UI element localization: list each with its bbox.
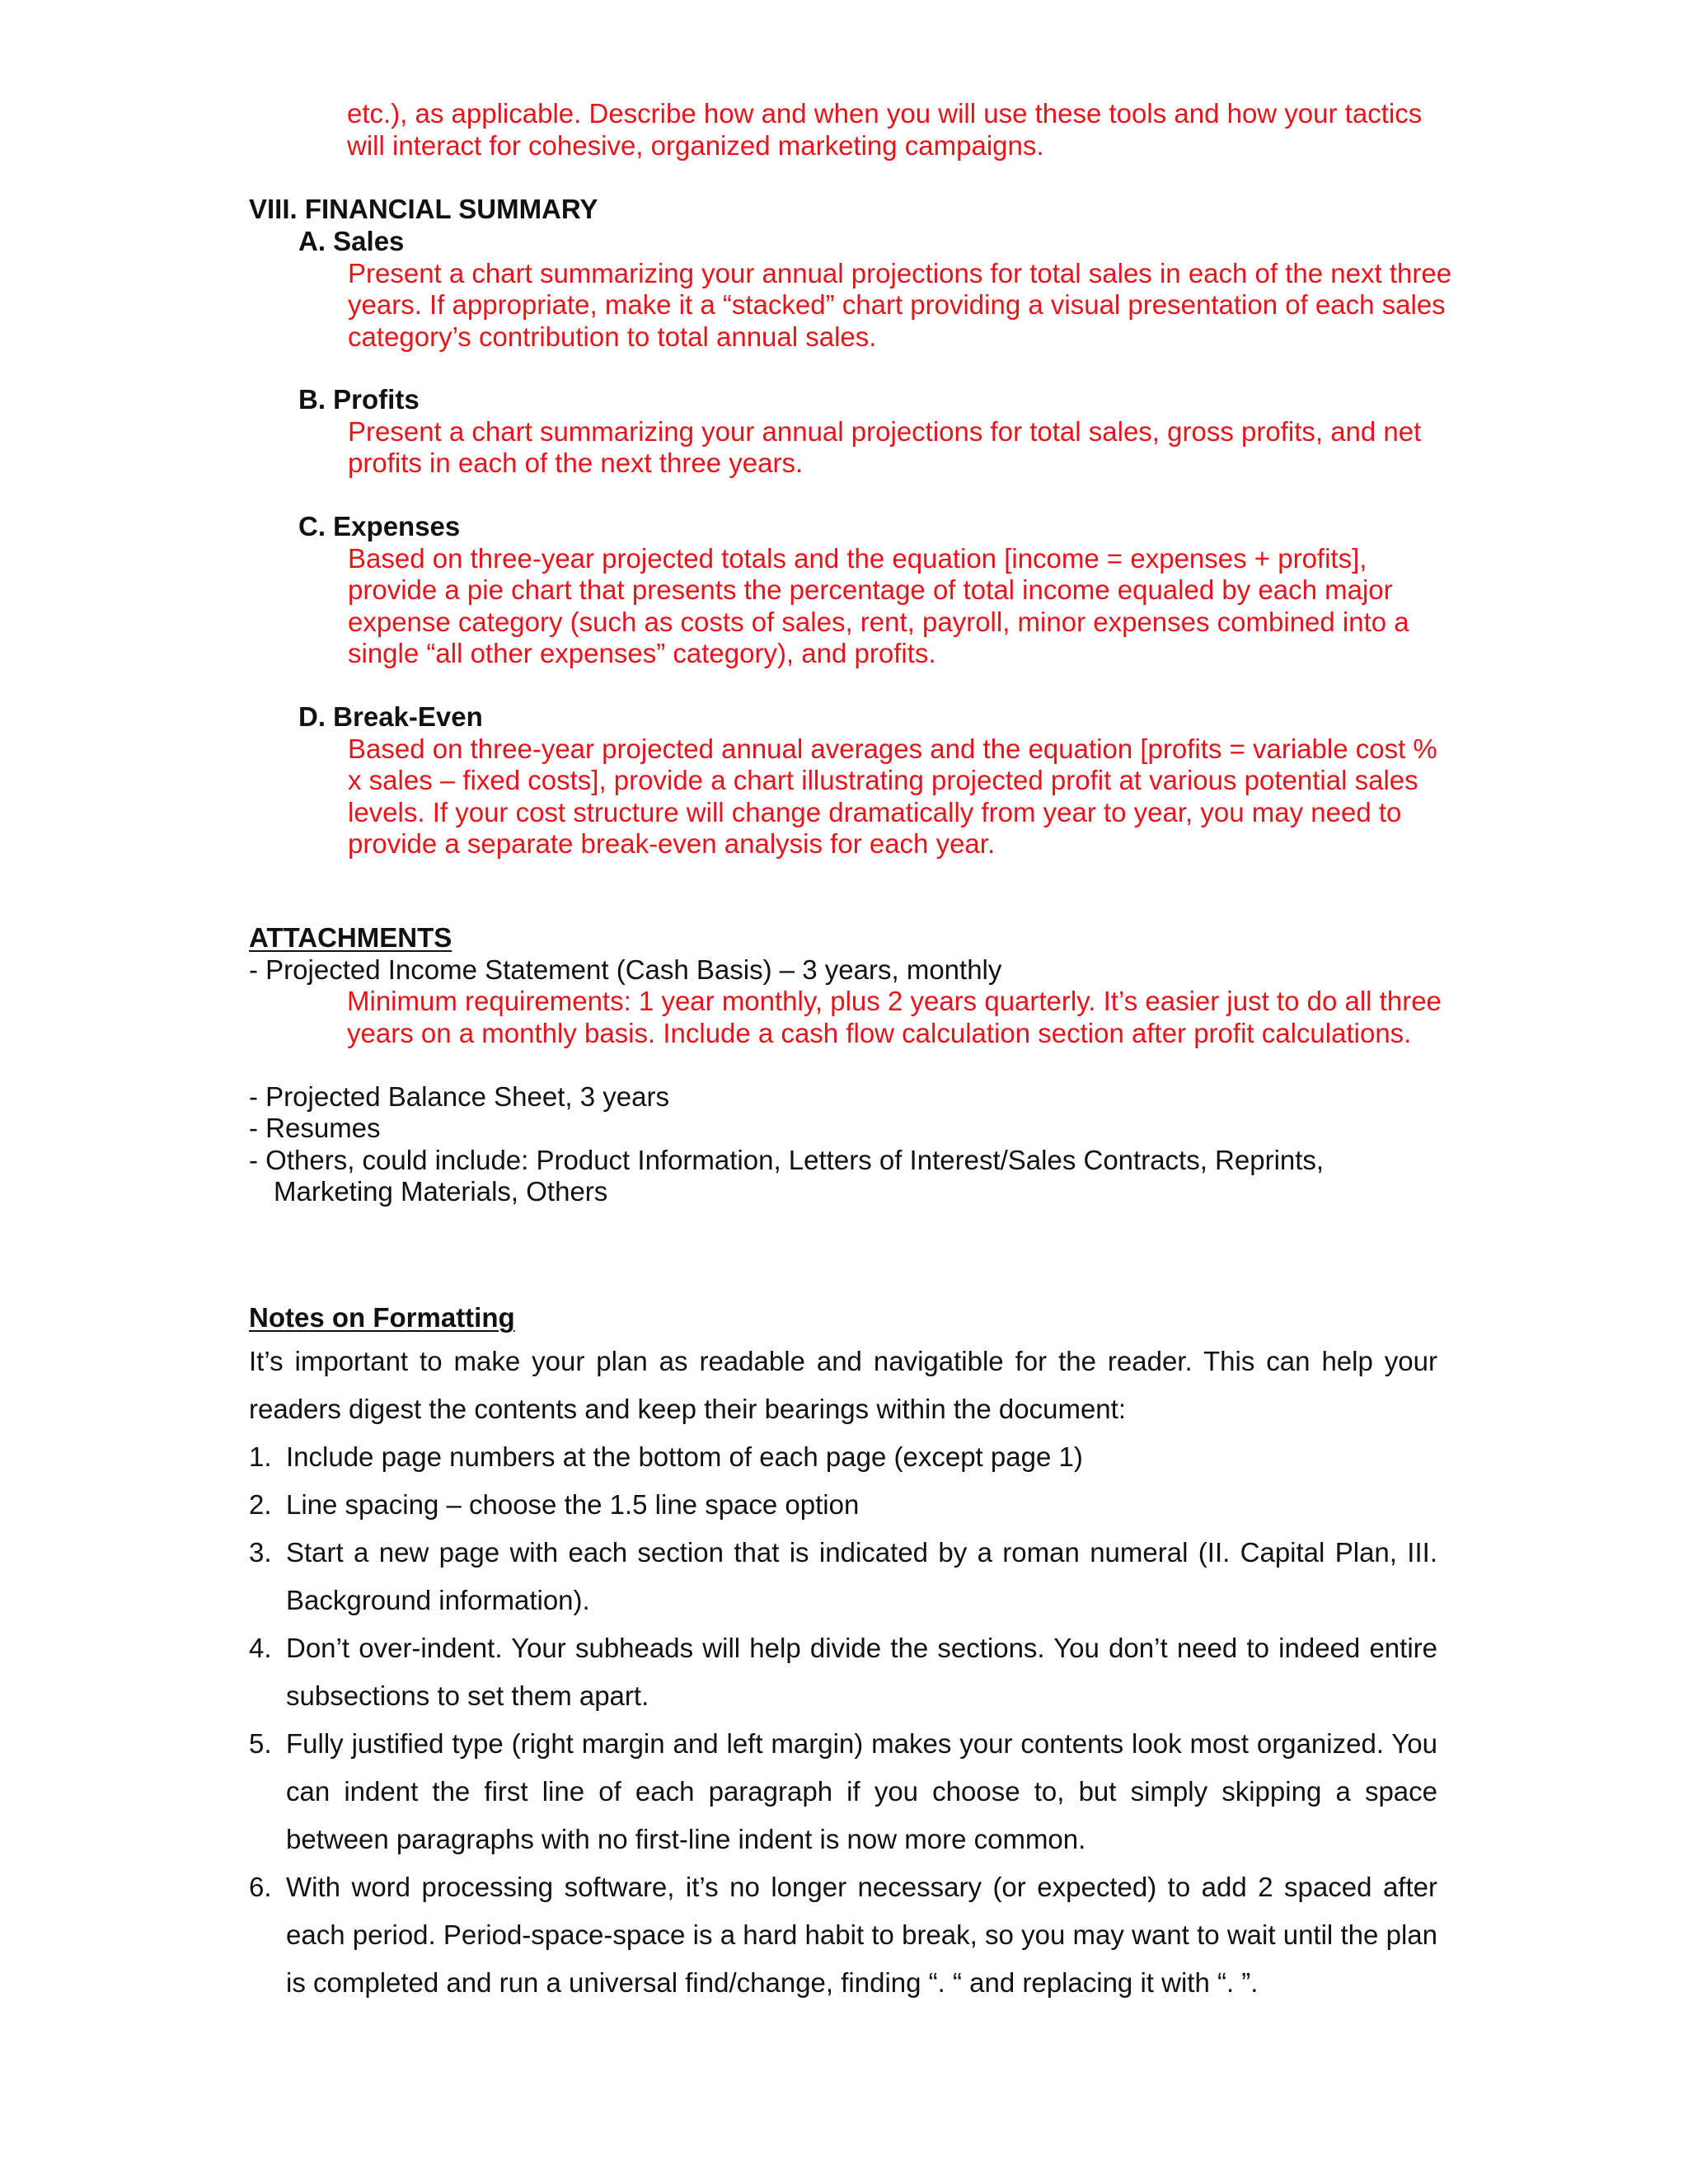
- list-item: [249, 1863, 1437, 2007]
- section-body: Based on three-year projected totals and the equation [income = expenses + profits], provide a pie chart that presents the percentage of total income equaled by each major expense category (such as costs of sales, rent, payroll, minor expenses combined into a single “all other expenses” category), and profits.: [348, 542, 1409, 668]
- list-number: 4.: [249, 1632, 272, 1663]
- attachment-item: - Resumes: [249, 1113, 381, 1143]
- list-item: [249, 1433, 1437, 1481]
- list-item: [249, 1529, 1437, 1624]
- section-body: Based on three-year projected annual averages and the equation [profits = variable cost % x sales – fixed costs], provide a chart illustrating projected profit at various potential sales levels. If your cost structure will change dramatically from year to year, you may need to provide a separate break-even analysis for each year.: [348, 733, 1437, 859]
- list-text: Don’t over-indent. Your subheads will help divide the sections. You don’t need to indeed entire subsections to set them apart.: [286, 1632, 1437, 1711]
- section-title: A. Sales: [298, 226, 405, 256]
- section-sales: [298, 226, 1452, 353]
- intro-continuation-text: etc.), as applicable. Describe how and when you will use these tools and how your tactics will interact for cohesive, organized marketing campaigns.: [347, 98, 1423, 161]
- spacer: [249, 1049, 1452, 1081]
- attachment-item: - Projected Balance Sheet, 3 years: [249, 1080, 669, 1112]
- attachment-item: - Projected Income Statement (Cash Basis) – 3 years, monthly: [249, 954, 1002, 985]
- list-number: 2.: [249, 1488, 272, 1520]
- notes-intro: It’s important to make your plan as readable and navigatible for the reader. This can help your readers digest the contents and keep their bearings within the document:: [249, 1345, 1437, 1424]
- list-number: 1.: [249, 1441, 272, 1472]
- section-expenses: [298, 511, 1452, 670]
- list-text: Line spacing – choose the 1.5 line space option: [286, 1488, 860, 1520]
- section-title: D. Break-Even: [298, 701, 483, 732]
- list-number: 6.: [249, 1871, 272, 1902]
- section-body: Present a chart summarizing your annual projections for total sales, gross profits, and net profits in each of the next three years.: [348, 415, 1422, 478]
- notes-list: [249, 1433, 1437, 2007]
- list-text: Start a new page with each section that is indicated by a roman numeral (II. Capital Plan, III. Background information).: [286, 1536, 1437, 1615]
- list-item: [249, 1481, 1437, 1529]
- section-profits: [298, 384, 1452, 480]
- financial-summary-heading: VIII. FINANCIAL SUMMARY: [249, 194, 598, 224]
- attachments-section: [249, 922, 1452, 1208]
- list-text: Fully justified type (right margin and left margin) makes your contents look most organized. You can indent the first line of each paragraph if you choose to, but simply skipping a space between paragraphs with no first-line indent is now more common.: [286, 1727, 1437, 1854]
- section-break-even: [298, 701, 1452, 860]
- attachment-item-continuation: Marketing Materials, Others: [274, 1176, 608, 1207]
- attachment-note: Minimum requirements: 1 year monthly, plus 2 years quarterly. It’s easier just to do all three years on a monthly basis. Include a cash flow calculation section after profit calculations.: [347, 986, 1442, 1048]
- section-body: Present a chart summarizing your annual projections for total sales in each of the next three years. If appropriate, make it a “stacked” chart providing a visual presentation of each sales category’s contribution to total annual sales.: [348, 257, 1452, 352]
- formatting-notes-section: [249, 1302, 1437, 2007]
- attachment-item: - Others, could include: Product Information, Letters of Interest/Sales Contracts, Reprints,: [249, 1144, 1325, 1175]
- notes-heading: Notes on Formatting: [249, 1302, 515, 1333]
- section-title: C. Expenses: [298, 511, 461, 541]
- list-item: [249, 1720, 1437, 1863]
- list-item: [249, 1624, 1437, 1720]
- attachments-heading: ATTACHMENTS: [249, 922, 452, 953]
- list-number: 5.: [249, 1727, 272, 1759]
- list-text: Include page numbers at the bottom of each page (except page 1): [286, 1441, 1083, 1472]
- section-title: B. Profits: [298, 384, 420, 415]
- list-number: 3.: [249, 1536, 272, 1568]
- list-text: With word processing software, it’s no longer necessary (or expected) to add 2 spaced after each period. Period-space-space is a hard habit to break, so you may want to wait until the plan is completed and run a universal find/change, finding “. “ and replacing it with “. ”.: [286, 1871, 1437, 1998]
